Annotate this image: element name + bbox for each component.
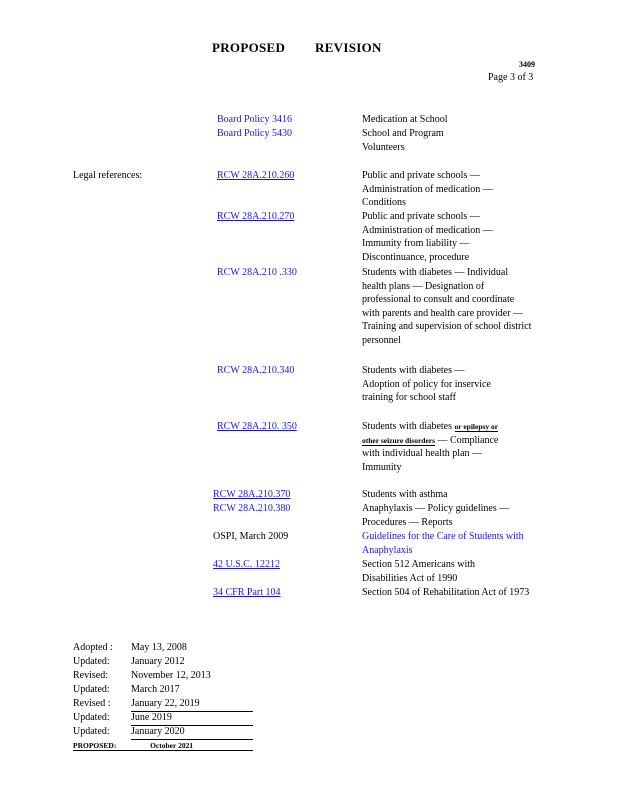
history-date-revised-2013: November 12, 2013 (131, 670, 211, 681)
desc-rcw-350-b: — Compliance with individual health plan — Immunity (362, 434, 499, 473)
desc-rcw-270: Public and private schools — Administration of medication — Immunity from liability — Discontinuance, procedure (362, 211, 493, 263)
history-label-updated-2020: Updated: (73, 726, 110, 737)
desc-42-usc: Section 512 Americans with Disabilities Act of 1990 (362, 559, 476, 584)
history-proposed-row (73, 741, 253, 751)
desc-board-policy-3416: Medication at School (362, 114, 448, 125)
ref-rcw-260[interactable]: RCW 28A.210.260 (217, 170, 295, 181)
history-label-adopted: Adopted : (73, 642, 113, 653)
desc-board-policy-5430: School and Program Volunteers (362, 128, 444, 153)
history-date-revised-2019: January 22, 2019 (131, 697, 253, 712)
ref-rcw-330[interactable]: RCW 28A.210 .330 (217, 267, 297, 278)
ref-ospi: OSPI, March 2009 (213, 531, 289, 542)
desc-rcw-350-inserted: or epilepsy or other seizure disorders (362, 422, 499, 445)
history-date-updated-2020: January 2020 (131, 725, 253, 740)
ref-board-policy-3416[interactable]: Board Policy 3416 (217, 114, 292, 125)
title-revision: REVISION (315, 40, 382, 55)
title-proposed: PROPOSED (212, 40, 286, 55)
desc-rcw-380: Anaphylaxis — Policy guidelines — Procedures — Reports (362, 503, 510, 528)
history-date-updated-2017: March 2017 (131, 684, 180, 695)
history-label-updated-june-2019: Updated: (73, 712, 110, 723)
desc-rcw-350 (362, 420, 512, 474)
history-label-revised-2013: Revised: (73, 670, 108, 681)
desc-ospi-guidelines[interactable]: Guidelines for the Care of Students with Anaphylaxis (362, 531, 524, 556)
ref-rcw-380[interactable]: RCW 28A.210.380 (213, 503, 291, 514)
page-number: Page 3 of 3 (488, 72, 534, 83)
history-date-updated-2012: January 2012 (131, 656, 185, 667)
ref-board-policy-5430[interactable]: Board Policy 5430 (217, 128, 292, 139)
desc-rcw-330: Students with diabetes — Individual health plans — Designation of professional to consult and coordinate with parents and health care provider — Training and supervision of school district personnel (362, 267, 532, 346)
legal-references-label: Legal references: (73, 170, 143, 181)
history-label-revised-2019: Revised : (73, 698, 111, 709)
ref-rcw-270[interactable]: RCW 28A.210.270 (217, 211, 295, 222)
desc-rcw-350-a: Students with diabetes (362, 421, 452, 432)
history-label-updated-2012: Updated: (73, 656, 110, 667)
history-date-updated-june-2019: June 2019 (131, 711, 253, 726)
desc-rcw-260: Public and private schools — Administration of medication — Conditions (362, 170, 493, 209)
ref-34-cfr[interactable]: 34 CFR Part 104 (213, 587, 281, 598)
ref-rcw-370[interactable]: RCW 28A.210.370 (213, 489, 291, 500)
history-date-adopted: May 13, 2008 (131, 642, 187, 653)
history-label-proposed: PROPOSED: (73, 741, 117, 750)
ref-rcw-340[interactable]: RCW 28A.210.340 (217, 365, 295, 376)
desc-rcw-340: Students with diabetes — Adoption of policy for inservice training for school staff (362, 365, 491, 404)
desc-rcw-370: Students with asthma (362, 489, 448, 500)
ref-42-usc[interactable]: 42 U.S.C. 12212 (213, 559, 280, 570)
ref-rcw-350[interactable]: RCW 28A.210. 350 (217, 421, 297, 432)
history-date-proposed: October 2021 (150, 741, 194, 750)
desc-34-cfr: Section 504 of Rehabilitation Act of 1973 (362, 587, 530, 598)
policy-number: 3409 (519, 60, 535, 69)
history-label-updated-2017: Updated: (73, 684, 110, 695)
